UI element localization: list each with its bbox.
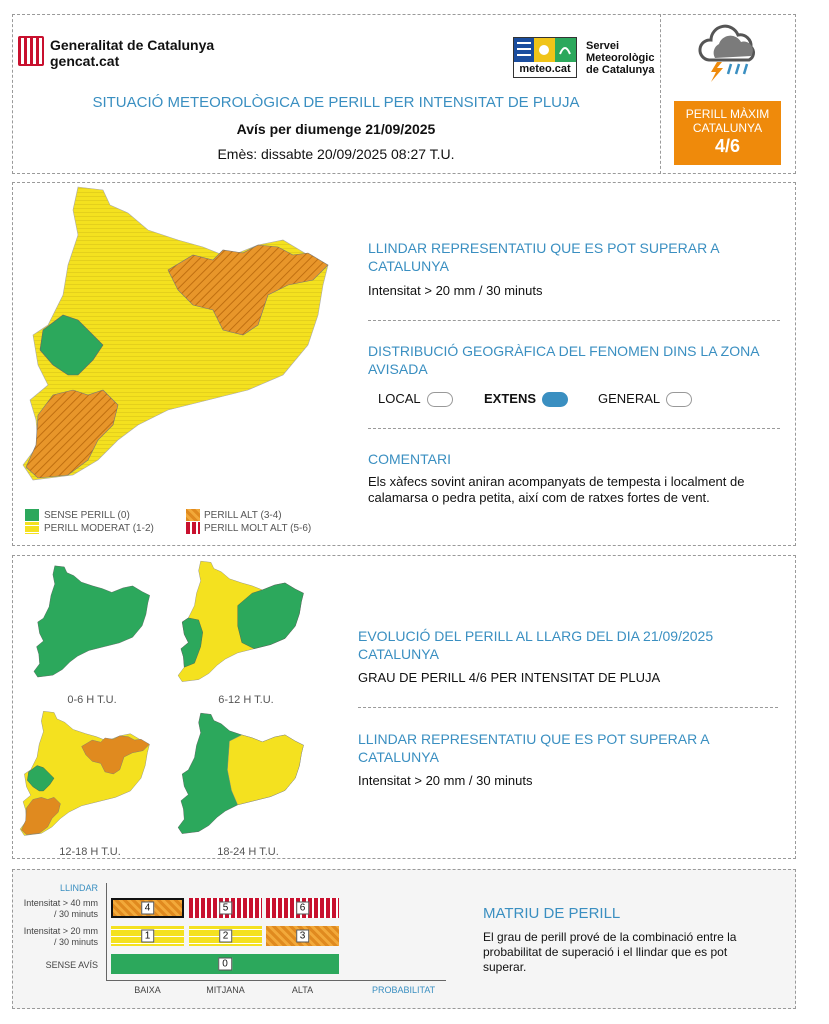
distribution-general-toggle[interactable]: [666, 392, 692, 407]
distribution-extens-label: EXTENS: [484, 391, 537, 406]
matrix-cell-5-label: 5: [219, 902, 233, 915]
matrix-cell-4-label: 4: [141, 902, 155, 915]
legend-label-alt: PERILL ALT (3-4): [204, 510, 282, 521]
matrix-row-label-20: Intensitat > 20 mm / 30 minuts: [23, 926, 98, 947]
matrix-row-label-sense: SENSE AVÍS: [45, 960, 98, 970]
legend-label-molt-alt: PERILL MOLT ALT (5-6): [204, 523, 312, 534]
page-title: SITUACIÓ METEOROLÒGICA DE PERILL PER INTENSITAT DE PLUJA: [92, 94, 580, 111]
comment-text: Els xàfecs sovint aniran acompanyats de tempesta i localment de calamarsa o pedra petita, així com de ratxes fortes de vent.: [368, 474, 745, 505]
distribution-local-toggle[interactable]: [427, 392, 453, 407]
divider: [368, 428, 780, 429]
distribution-local-label: LOCAL: [378, 391, 421, 406]
matrix-title: MATRIU DE PERILL: [483, 905, 621, 922]
smc-name: [586, 40, 654, 76]
smc-name-line2: Meteorològic: [586, 52, 655, 64]
matrix-cell-1: [111, 926, 184, 946]
meteocat-logo: [513, 37, 577, 78]
matrix-y-axis: [106, 883, 107, 980]
smc-name-line3: de Catalunya: [586, 64, 655, 76]
matrix-cell-2: [189, 926, 262, 946]
evolution-title: EVOLUCIÓ DEL PERILL AL LLARG DEL DIA 21/09/2025 CATALUNYA: [358, 628, 714, 662]
legend-swatch-sense: [25, 509, 39, 521]
max-danger-badge: [674, 101, 781, 165]
map-period-12-18: [18, 708, 152, 840]
distribution-extens-toggle[interactable]: [542, 392, 568, 407]
max-danger-label-2: CATALUNYA: [692, 121, 763, 135]
period-label-0-6: 0-6 H T.U.: [67, 694, 117, 706]
matrix-col-alta: ALTA: [291, 985, 314, 995]
legend-swatch-alt: [186, 509, 200, 521]
distribution-extens: [484, 391, 568, 407]
issued-time: Emès: dissabte 20/09/2025 08:27 T.U.: [217, 146, 455, 162]
legend-label-sense: SENSE PERILL (0): [44, 510, 130, 521]
thunderstorm-rain-icon: [695, 22, 761, 84]
matrix-cell-3-label: 3: [296, 930, 310, 943]
evolution-threshold-value: Intensitat > 20 mm / 30 minuts: [358, 773, 533, 788]
catalonia-main-map: [18, 185, 334, 485]
meteocat-label: meteo.cat: [519, 63, 571, 75]
matrix-cell-6-label: 6: [296, 902, 310, 915]
matrix-col-mitjana: MITJANA: [206, 985, 245, 995]
distribution-title: DISTRIBUCIÓ GEOGRÀFICA DEL FENOMEN DINS LA ZONA AVISADA: [368, 343, 759, 377]
header-divider: [660, 14, 661, 174]
forecast-date: Avís per diumenge 21/09/2025: [236, 121, 436, 137]
evolution-threshold-title: LLINDAR REPRESENTATIU QUE ES POT SUPERAR A CATALUNYA: [358, 731, 709, 765]
map-period-6-12: [176, 556, 306, 688]
smc-name-line1: Servei: [586, 40, 620, 52]
period-label-12-18: 12-18 H T.U.: [59, 846, 121, 858]
threshold-value: Intensitat > 20 mm / 30 minuts: [368, 283, 543, 298]
legend-swatch-moderat: [25, 522, 39, 534]
distribution-general-label: GENERAL: [598, 391, 661, 406]
matrix-row-label-40: Intensitat > 40 mm / 30 minuts: [23, 898, 98, 919]
matrix-cell-0: [111, 954, 339, 974]
matrix-x-axis: [106, 980, 446, 981]
map-period-18-24: [176, 708, 306, 840]
matrix-cell-4: [111, 898, 184, 918]
max-danger-label-1: PERILL MÀXIM: [685, 107, 770, 121]
matrix-cell-6: [266, 898, 339, 918]
gencat-name: Generalitat de Catalunya: [50, 37, 215, 53]
matrix-cell-2-label: 2: [219, 930, 233, 943]
matrix-col-baixa: BAIXA: [134, 985, 161, 995]
legend-swatch-molt-alt: [186, 522, 200, 534]
matrix-cell-1-label: 1: [141, 930, 155, 943]
period-label-6-12: 6-12 H T.U.: [218, 694, 274, 706]
matrix-prob-label: PROBABILITAT: [372, 985, 436, 995]
threshold-title: LLINDAR REPRESENTATIU QUE ES POT SUPERAR A CATALUNYA: [368, 240, 719, 274]
period-label-18-24: 18-24 H T.U.: [217, 846, 279, 858]
map-period-0-6: [32, 556, 152, 688]
divider: [368, 320, 780, 321]
meteocat-logo-icon: [514, 38, 576, 62]
matrix-cell-3: [266, 926, 339, 946]
legend-label-moderat: PERILL MODERAT (1-2): [44, 523, 154, 534]
max-danger-value: 4/6: [714, 136, 741, 156]
divider: [358, 707, 778, 708]
matrix-cell-5: [189, 898, 262, 918]
gencat-url[interactable]: gencat.cat: [50, 53, 120, 69]
matrix-text: El grau de perill prové de la combinació entre la probabilitat de superació i el llindar que es pot superar.: [483, 930, 737, 974]
gencat-logo-icon: [18, 36, 44, 66]
comment-title: COMENTARI: [368, 451, 451, 467]
distribution-general: [598, 391, 692, 407]
matrix-cell-0-label: 0: [218, 958, 232, 971]
evolution-grade: GRAU DE PERILL 4/6 PER INTENSITAT DE PLUJA: [358, 670, 661, 685]
matrix-llindar-label: LLINDAR: [60, 883, 99, 893]
distribution-local: [378, 391, 453, 407]
